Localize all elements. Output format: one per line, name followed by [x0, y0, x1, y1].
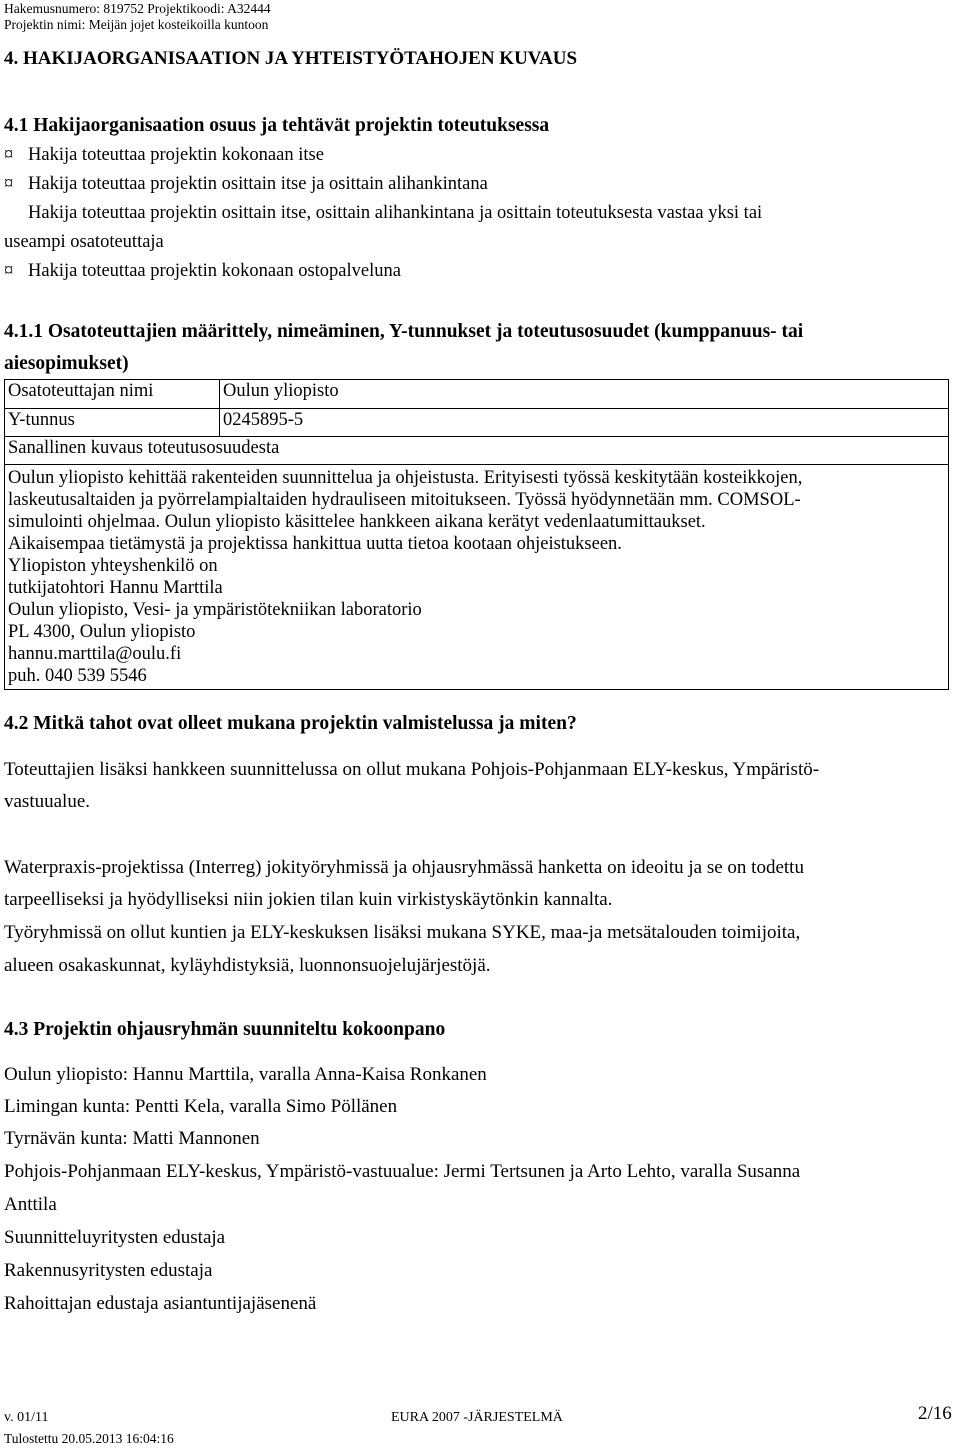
partner-name-value: Oulun yliopisto: [220, 380, 949, 409]
ytunnus-value: 0245895-5: [220, 409, 949, 437]
option-label: Hakija toteuttaa projektin osittain itse, osittain alihankintana ja osittain toteutuksesta vastaa yksi tai: [28, 203, 763, 223]
description-text: [5, 465, 949, 690]
option-marker-icon: ¤: [4, 174, 14, 194]
steering-group-line: Suunnitteluyritysten edustaja: [4, 1227, 226, 1248]
option-label: Hakija toteuttaa projektin osittain itse ja osittain alihankintana: [28, 174, 488, 194]
paragraph-line: Waterpraxis-projektissa (Interreg) jokityöryhmissä ja ohjausryhmässä hanketta on ideoitu ja se on todettu: [4, 857, 804, 878]
page-number: 2/16: [918, 1403, 952, 1424]
steering-group-line: Oulun yliopisto: Hannu Marttila, varalla Anna-Kaisa Ronkanen: [4, 1064, 487, 1085]
paragraph-line: alueen osakaskunnat, kyläyhdistyksiä, luonnonsuojelujärjestöjä.: [4, 955, 491, 976]
description-line: laskeutusaltaiden ja pyörrelampialtaiden hydrauliseen mitoitukseen. Työssä hyödynnetään mm. COMSOL-: [8, 490, 801, 510]
paragraph-line: tarpeelliseksi ja hyödylliseksi niin jokien tilan kuin virkistyskäytönkin kannalta.: [4, 889, 613, 910]
steering-group-line: Rahoittajan edustaja asiantuntijajäsenenä: [4, 1293, 317, 1314]
partner-name-label: Osatoteuttajan nimi: [5, 380, 220, 409]
footer-printed: Tulostettu 20.05.2013 16:04:16: [4, 1431, 174, 1446]
section-4-1-1-heading-cont: aiesopimukset): [4, 353, 129, 374]
header-project-name: Projektin nimi: Meijän jojet kosteikoilla kuntoon: [4, 17, 269, 32]
steering-group-line: Pohjois-Pohjanmaan ELY-keskus, Ympäristö-vastuualue: Jermi Tertsunen ja Arto Lehto, varalla Susanna: [4, 1161, 801, 1182]
section-4-2-heading: 4.2 Mitkä tahot ovat olleet mukana projektin valmistelussa ja miten?: [4, 713, 577, 734]
option-label: Hakija toteuttaa projektin kokonaan ostopalveluna: [28, 261, 401, 281]
paragraph-line: vastuualue.: [4, 791, 91, 812]
section-4-1-heading: 4.1 Hakijaorganisaation osuus ja tehtävät projektin toteutuksessa: [4, 115, 550, 136]
header-application-info: Hakemusnumero: 819752 Projektikoodi: A32444: [4, 1, 271, 16]
partner-table: [4, 379, 949, 690]
description-label: Sanallinen kuvaus toteutusosuudesta: [5, 437, 949, 465]
option-marker-icon: ¤: [4, 145, 14, 165]
description-line: Aikaisempaa tietämystä ja projektissa hankittua uutta tietoa kootaan ohjeistukseen.: [8, 534, 622, 554]
steering-group-line: Anttila: [4, 1194, 57, 1215]
description-line: hannu.marttila@oulu.fi: [8, 644, 182, 664]
steering-group-line: Tyrnävän kunta: Matti Mannonen: [4, 1128, 260, 1149]
description-line: puh. 040 539 5546: [8, 666, 147, 686]
ytunnus-label: Y-tunnus: [5, 409, 220, 437]
steering-group-line: Rakennusyritysten edustaja: [4, 1260, 213, 1281]
description-line: tutkijatohtori Hannu Marttila: [8, 578, 223, 598]
option-label: Hakija toteuttaa projektin kokonaan itse: [28, 145, 324, 165]
description-line: Oulun yliopisto, Vesi- ja ympäristötekniikan laboratorio: [8, 600, 422, 620]
page-title: 4. HAKIJAORGANISAATION JA YHTEISTYÖTAHOJEN KUVAUS: [4, 48, 578, 69]
steering-group-line: Limingan kunta: Pentti Kela, varalla Simo Pöllänen: [4, 1096, 398, 1117]
section-4-3-heading: 4.3 Projektin ohjausryhmän suunniteltu kokoonpano: [4, 1019, 446, 1040]
option-label-continuation: useampi osatoteuttaja: [4, 232, 164, 252]
footer-system: EURA 2007 -JÄRJESTELMÄ: [391, 1410, 563, 1425]
section-4-1-1-heading: 4.1.1 Osatoteuttajien määrittely, nimeäminen, Y-tunnukset ja toteutusosuudet (kumppanuus- tai: [4, 321, 804, 342]
paragraph-line: Työryhmissä on ollut kuntien ja ELY-keskuksen lisäksi mukana SYKE, maa-ja metsätalouden toimijoita,: [4, 922, 801, 943]
option-item-selected[interactable]: [4, 203, 762, 224]
description-line: Yliopiston yhteyshenkilö on: [8, 556, 218, 576]
description-line: simulointi ohjelmaa. Oulun yliopisto käsittelee hankkeen aikana kerätyt vedenlaatumittaukset.: [8, 512, 706, 532]
paragraph-line: Toteuttajien lisäksi hankkeen suunnittelussa on ollut mukana Pohjois-Pohjanmaan ELY-keskus, Ympäristö-: [4, 759, 820, 780]
description-line: PL 4300, Oulun yliopisto: [8, 622, 196, 642]
footer-version: v. 01/11: [4, 1410, 49, 1425]
description-line: Oulun yliopisto kehittää rakenteiden suunnittelua ja ohjeistusta. Erityisesti työssä keskitytään kosteikkojen,: [8, 468, 803, 488]
option-marker-icon: ¤: [4, 261, 14, 281]
option-item[interactable]: [4, 145, 324, 166]
option-item[interactable]: [4, 261, 401, 282]
option-item[interactable]: [4, 174, 488, 195]
